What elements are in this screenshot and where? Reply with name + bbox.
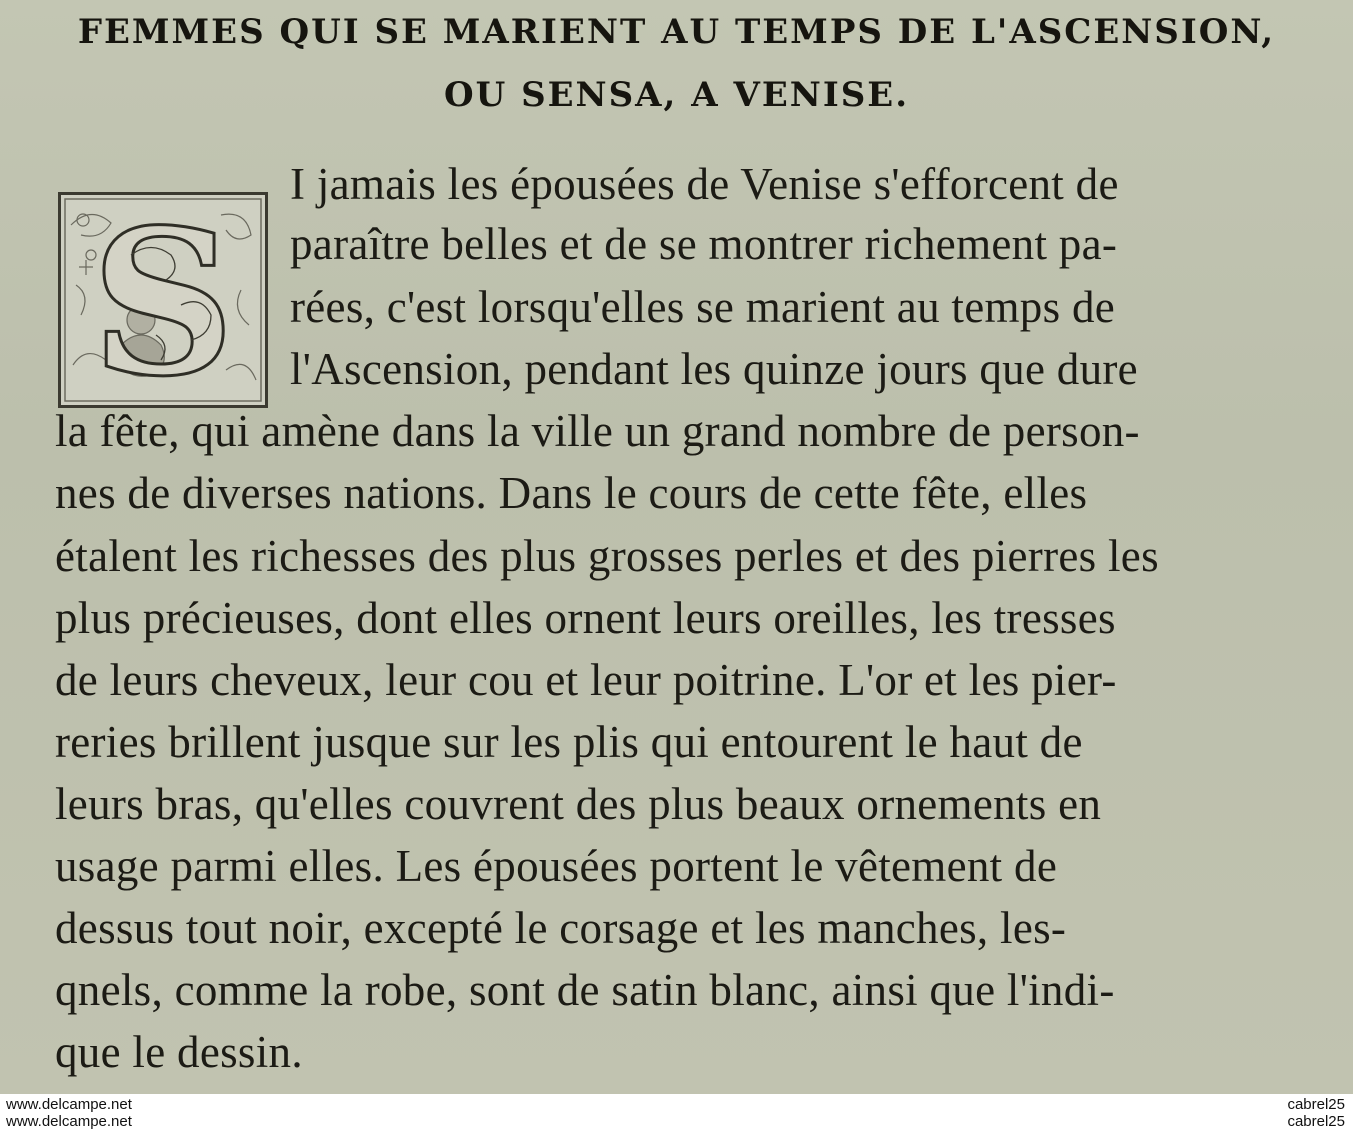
- body-line: I jamais les épousées de Venise s'efforcent de: [290, 159, 1119, 209]
- watermark-bar: [0, 1094, 1353, 1132]
- page-title-line-2: OU SENSA, A VENISE.: [443, 75, 910, 115]
- body-line: reries brillent jusque sur les plis qui entourent le haut de: [55, 717, 1083, 767]
- body-line: usage parmi elles. Les épousées portent le vêtement de: [55, 841, 1058, 891]
- body-line: l'Ascension, pendant les quinze jours que dure: [290, 344, 1138, 394]
- watermark-site-text: www.delcampe.net: [6, 1113, 132, 1130]
- watermark-seller-text: cabrel25: [1287, 1113, 1345, 1130]
- dropcap-ornament-icon: [61, 195, 265, 405]
- watermark-seller-text: cabrel25: [1287, 1096, 1345, 1113]
- body-line: étalent les richesses des plus grosses perles et des pierres les: [55, 531, 1159, 581]
- body-line: rées, c'est lorsqu'elles se marient au temps de: [290, 282, 1116, 332]
- body-line: de leurs cheveux, leur cou et leur poitrine. L'or et les pier-: [55, 655, 1117, 705]
- page-title-line-1: FEMMES QUI SE MARIENT AU TEMPS DE L'ASCENSION,: [77, 12, 1276, 52]
- svg-text:S: S: [90, 195, 236, 405]
- body-line: qnels, comme la robe, sont de satin blanc, ainsi que l'indi-: [55, 965, 1115, 1015]
- watermark-site-text: www.delcampe.net: [6, 1096, 132, 1113]
- body-line: paraître belles et de se montrer richement pa-: [290, 219, 1118, 269]
- body-line: la fête, qui amène dans la ville un grand nombre de person-: [55, 406, 1140, 456]
- body-line: plus précieuses, dont elles ornent leurs oreilles, les tresses: [55, 593, 1116, 643]
- body-line: dessus tout noir, excepté le corsage et les manches, les-: [55, 903, 1067, 953]
- body-line: leurs bras, qu'elles couvrent des plus beaux ornements en: [55, 779, 1102, 829]
- ornate-dropcap-image: [58, 192, 268, 408]
- body-line: nes de diverses nations. Dans le cours de cette fête, elles: [55, 468, 1088, 518]
- body-line: que le dessin.: [55, 1027, 303, 1077]
